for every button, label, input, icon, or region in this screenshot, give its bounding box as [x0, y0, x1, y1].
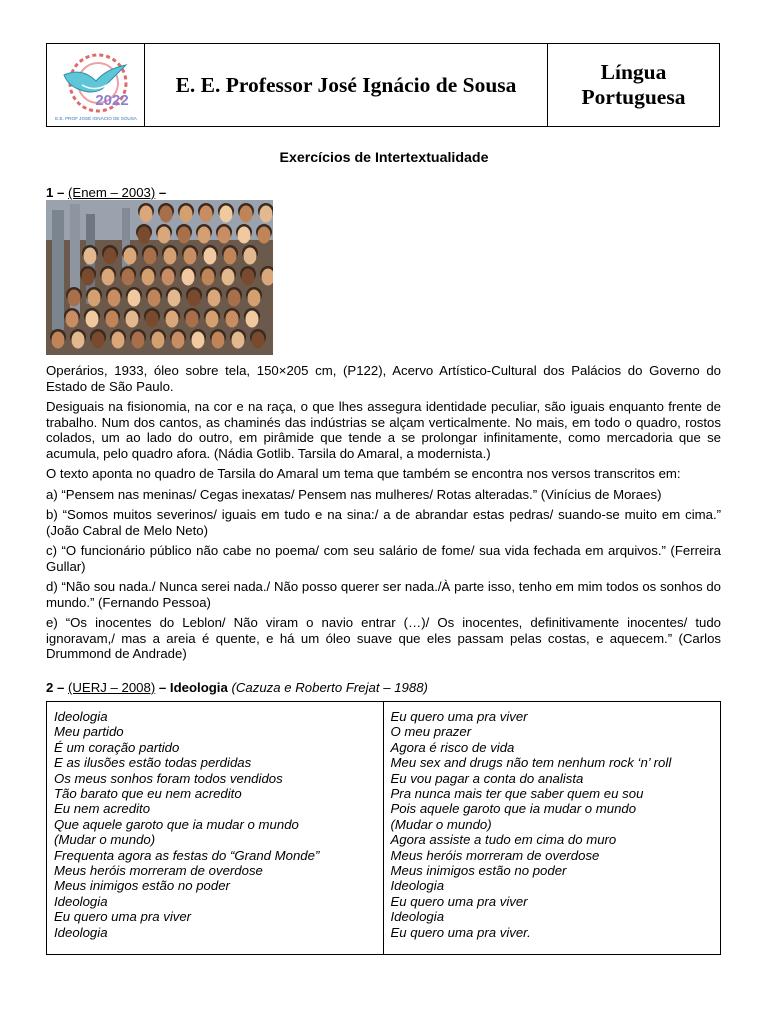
lyric-line: E as ilusões estão todas perdidas [54, 755, 252, 771]
lyrics-right-column [384, 702, 721, 954]
lyric-line: Ideologia [54, 709, 108, 724]
painting-caption: Operários, 1933, óleo sobre tela, 150×205 cm, (P122), Acervo Artístico-Cultural dos Palácios do Governo do Estado de São Paulo. [46, 363, 721, 394]
subject-cell [548, 44, 719, 126]
lyric-line: Os meus sonhos foram todos vendidos [54, 770, 283, 786]
lyric-line: Eu quero uma pra viver. [390, 924, 531, 940]
lyric-line: Meus inimigos estão no poder [390, 863, 567, 879]
svg-text:E.E. PROF JOSÉ IGNÁCIO DE SOUS: E.E. PROF JOSÉ IGNÁCIO DE SOUSA [54, 116, 137, 121]
lyric-line: Meu partido [54, 724, 124, 740]
school-logo-icon [52, 45, 140, 125]
option-c: c) “O funcionário público não cabe no poema/ com seu salário de fome/ sua vida fechada em arquivos.” (Ferreira Gullar) [46, 543, 721, 574]
lyric-line: (Mudar o mundo) [390, 816, 492, 832]
question-1-number: 1 – [46, 185, 65, 200]
lyric-line: Meu sex and drugs não tem nenhum rock ‘n’ roll [390, 755, 672, 771]
lyric-line: Frequenta agora as festas do “Grand Monde” [54, 847, 320, 863]
lyric-line: Ideologia [54, 893, 108, 909]
option-b: b) “Somos muitos severinos/ iguais em tudo e na sina:/ a de abrandar estas pedras/ suando-se muito em cima.” (João Cabral de Melo Neto) [46, 507, 721, 538]
question-2-number: 2 – [46, 680, 65, 695]
subject-line-1: Língua [600, 60, 667, 84]
critic-paragraph: Desiguais na fisionomia, na cor e na raça, o que lhes assegura identidade peculiar, são iguais enquanto frente de trabalho. Num dos cantos, as chaminés das indústrias se alçam verticalmente. No mais, em todo o quadro, rostos colados, um ao lado do outro, em pirâmide que tende a se prolongar infinitamente, como mercadoria que se acumula, pelo quadro afora. (Nádia Gotlib. Tarsila do Amaral, a modernista.) [46, 399, 721, 461]
lyric-line: Ideologia [54, 924, 108, 940]
lyric-line: Agora é risco de vida [390, 739, 515, 755]
lyric-line: Eu quero uma pra viver [390, 893, 528, 909]
question-1-source: (Enem – 2003) [68, 185, 156, 200]
question-1-dash: – [158, 185, 167, 200]
lyric-line: Eu quero uma pra viver [54, 909, 192, 925]
lyric-line: Pra nunca mais ter que saber quem eu sou [390, 786, 644, 802]
school-name: E. E. Professor José Ignácio de Sousa [145, 44, 548, 126]
question-2-source: (UERJ – 2008) [68, 680, 156, 695]
lyrics-left-column [47, 702, 384, 954]
header-table [46, 43, 720, 127]
lyric-line: Que aquele garoto que ia mudar o mundo [54, 816, 299, 832]
lyric-line: Eu nem acredito [54, 801, 151, 817]
lyric-line: Tão barato que eu nem acredito [54, 786, 242, 802]
subject-line-2: Portuguesa [581, 85, 686, 109]
question-2-song-title: – Ideologia [158, 680, 228, 695]
question-2-authors: (Cazuza e Roberto Frejat – 1988) [231, 680, 428, 695]
lyric-line: O meu prazer [390, 724, 472, 740]
page-title: Exercícios de Intertextualidade [279, 150, 489, 166]
lyric-line: Meus inimigos estão no poder [54, 878, 230, 894]
svg-text:2022: 2022 [94, 92, 129, 109]
lyric-line: É um coração partido [54, 739, 180, 755]
question-1-header [46, 185, 166, 200]
option-a: a) “Pensem nas meninas/ Cegas inexatas/ Pensem nas mulheres/ Rotas alteradas.” (Vinícius de Moraes) [46, 486, 662, 502]
lyric-line: Meus heróis morreram de overdose [390, 847, 600, 863]
option-e: e) “Os inocentes do Leblon/ Não viram o navio entrar (…)/ Os inocentes, definitivamente inocentes/ tudo ignoravam,/ mas a areia é quente, e há um óleo suave que eles passam pelas costas, e aquecem.” (Carlos Drummond de Andrade) [46, 615, 721, 661]
question-prompt: O texto aponta no quadro de Tarsila do Amaral um tema que também se encontra nos versos transcritos em: [46, 466, 681, 481]
lyric-line: Eu vou pagar a conta do analista [390, 770, 584, 786]
lyric-line: Ideologia [390, 878, 445, 894]
lyric-line: Pois aquele garoto que ia mudar o mundo [390, 801, 637, 817]
school-logo-cell [47, 44, 145, 126]
option-d: d) “Não sou nada./ Nunca serei nada./ Não posso querer ser nada./À parte isso, tenho em mim todos os sonhos do mundo.” (Fernando Pessoa) [46, 579, 721, 610]
lyric-line: Ideologia [390, 909, 445, 925]
lyric-line: Agora assiste a tudo em cima do muro [390, 832, 617, 848]
lyric-line: (Mudar o mundo) [54, 832, 156, 848]
operarios-painting-image [46, 200, 273, 355]
lyric-line: Eu quero uma pra viver [390, 709, 528, 724]
lyric-line: Meus heróis morreram de overdose [54, 863, 263, 879]
question-1-body [46, 363, 721, 667]
question-2-header [46, 680, 428, 695]
lyrics-table [46, 701, 721, 955]
